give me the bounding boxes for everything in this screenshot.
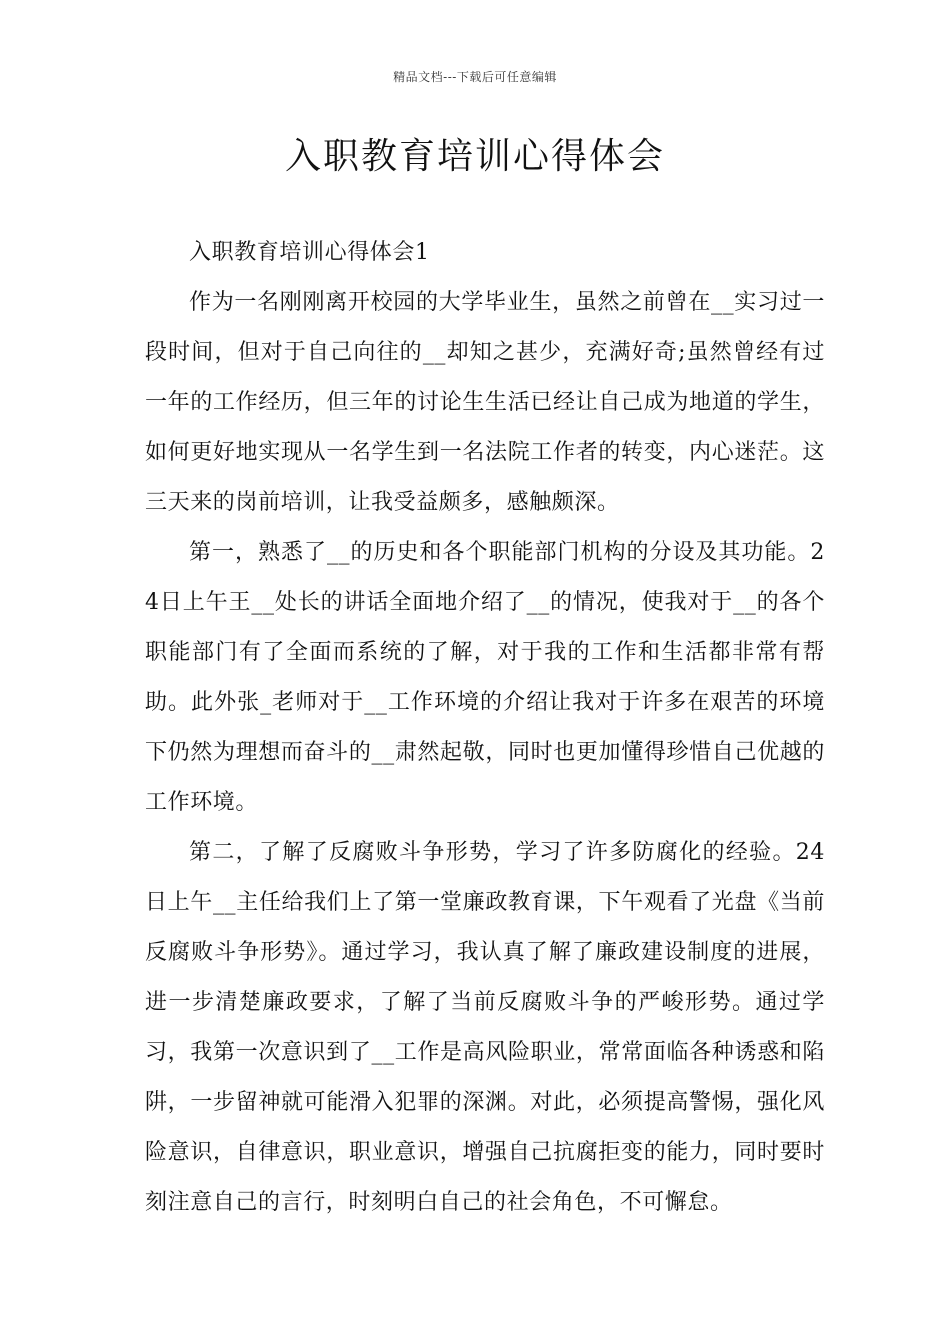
paragraph-1: 作为一名刚刚离开校园的大学毕业生，虽然之前曾在__实习过一段时间，但对于自己向往的__却知之甚少，充满好奇;虽然曾经有过一年的工作经历，但三年的讨论生生活已经让自己成为地道的学生，如何更好地实现从一名学生到一名法院工作者的转变，内心迷茫。这三天来的岗前培训，让我受益颇多，感触颇深。	[145, 290, 825, 515]
document-title: 入职教育培训心得体会	[284, 136, 665, 177]
document-body	[145, 228, 825, 1228]
paragraph-3: 第二，了解了反腐败斗争形势，学习了许多防腐化的经验。24日上午__主任给我们上了第一堂廉政教育课，下午观看了光盘《当前反腐败斗争形势》。通过学习，我认真了解了廉政建设制度的进展，进一步清楚廉政要求，了解了当前反腐败斗争的严峻形势。通过学习，我第一次意识到了__工作是高风险职业，常常面临各种诱惑和陷阱，一步留神就可能滑入犯罪的深渊。对此，必须提高警惕，强化风险意识，自律意识，职业意识，增强自己抗腐拒变的能力，同时要时刻注意自己的言行，时刻明白自己的社会角色，不可懈怠。	[145, 840, 825, 1215]
header-note: 精品文档---下载后可任意编辑	[393, 70, 557, 84]
paragraph-2: 第一，熟悉了__的历史和各个职能部门机构的分设及其功能。24日上午王__处长的讲话全面地介绍了__的情况，使我对于__的各个职能部门有了全面而系统的了解，对于我的工作和生活都非常有帮助。此外张_老师对于__工作环境的介绍让我对于许多在艰苦的环境下仍然为理想而奋斗的__肃然起敬，同时也更加懂得珍惜自己优越的工作环境。	[145, 540, 825, 815]
section-subtitle: 入职教育培训心得体会1	[189, 240, 430, 265]
